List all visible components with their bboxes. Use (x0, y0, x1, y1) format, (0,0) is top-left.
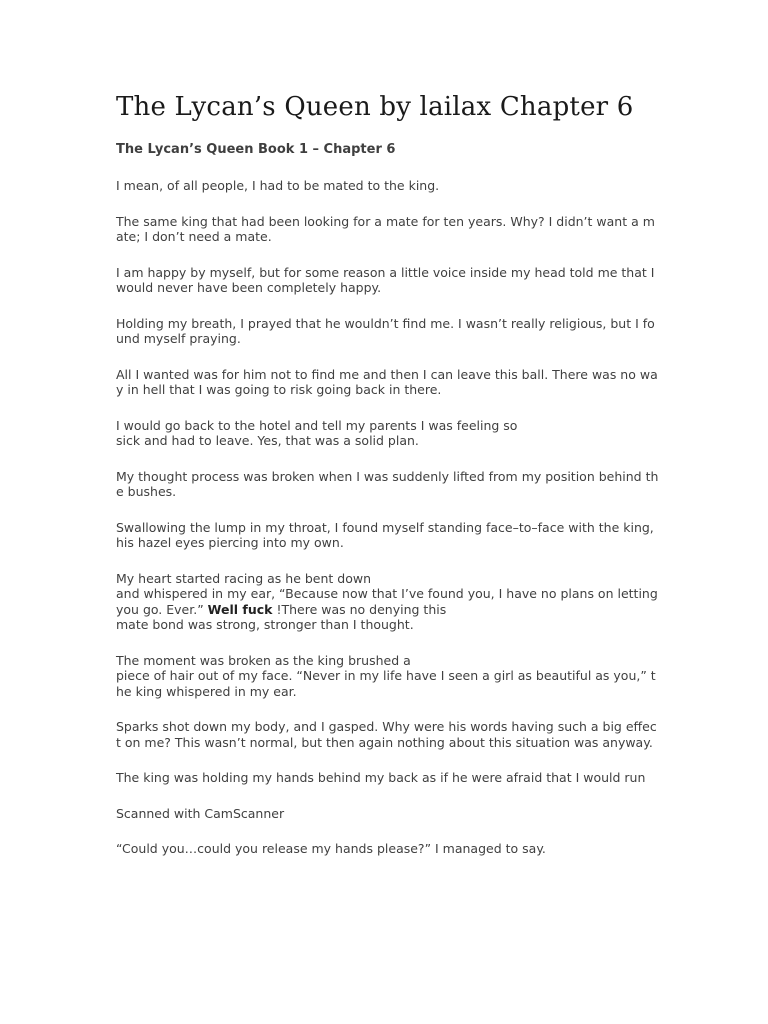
document-title: The Lycan’s Queen by lailax Chapter 6 (116, 92, 634, 122)
scanner-note: Scanned with CamScanner (116, 805, 285, 821)
paragraph-9-line-1: My heart started racing as he bent down (116, 570, 372, 586)
paragraph-4: Holding my breath, I prayed that he wouldn’t find me. I wasn’t really religious, but I found myself praying. (116, 315, 655, 346)
paragraph-9-line-2: and whispered in my ear, “Because now that I’ve found you, I have no plans on letting you go. Ever.” (116, 586, 658, 617)
paragraph-10 (116, 653, 660, 700)
paragraph-3: I am happy by myself, but for some reason a little voice inside my head told me that I would never have been completely happy. (116, 264, 655, 295)
paragraph-9-line-3: !There was no denying this (276, 601, 447, 617)
paragraph-13: “Could you…could you release my hands please?” I managed to say. (116, 841, 546, 856)
paragraph-2: The same king that had been looking for a mate for ten years. Why? I didn’t want a mate; I don’t need a mate. (116, 213, 655, 244)
paragraph-5: All I wanted was for him not to find me and then I can leave this ball. There was no way in hell that I was going to risk going back in there. (116, 366, 658, 397)
paragraph-9-bold-text: Well fuck (207, 601, 273, 617)
paragraph-1: I mean, of all people, I had to be mated to the king. (116, 178, 440, 193)
paragraph-6-line-2: sick and had to leave. Yes, that was a solid plan. (116, 433, 419, 448)
paragraph-10-line-1: The moment was broken as the king brushed a (116, 652, 411, 668)
paragraph-9-line-4: mate bond was strong, stronger than I thought. (116, 617, 414, 632)
paragraph-7: My thought process was broken when I was suddenly lifted from my position behind the bushes. (116, 468, 659, 499)
paragraph-6 (116, 418, 660, 449)
chapter-subtitle: The Lycan’s Queen Book 1 – Chapter 6 (116, 142, 396, 157)
paragraph-6-line-1: I would go back to the hotel and tell my parents I was feeling so (116, 417, 518, 433)
paragraph-8: Swallowing the lump in my throat, I found myself standing face–to–face with the king, his hazel eyes piercing into my own. (116, 519, 654, 550)
paragraph-11: Sparks shot down my body, and I gasped. Why were his words having such a big effect on me? This wasn’t normal, but then again nothing about this situation was anyway. (116, 719, 657, 750)
document-page (116, 88, 660, 877)
paragraph-10-line-2: piece of hair out of my face. “Never in my life have I seen a girl as beautiful as you,” the king whispered in my ear. (116, 668, 656, 699)
paragraph-12: The king was holding my hands behind my back as if he were afraid that I would run (116, 770, 646, 785)
paragraph-9 (116, 571, 660, 633)
